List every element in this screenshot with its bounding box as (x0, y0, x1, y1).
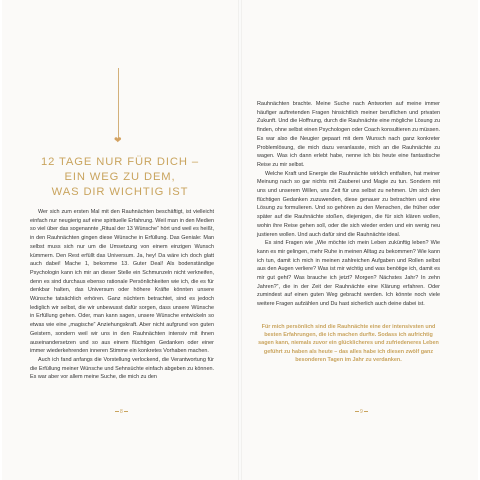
chapter-title-line-3: WAS DIR WICHTIG IST (51, 186, 189, 198)
chapter-title (22, 155, 218, 200)
left-body-text (30, 208, 214, 382)
right-paragraph-3: Es sind Fragen wie „Wie möchte ich mein Leben zukünftig leben? Wie kann es mir gelingen, mehr Ruhe in meinen Alltag zu bekommen? Wie kann ich tun, damit ich mich in meinen zahlreichen Aufgaben und Rollen selbst aus den Augen verliere? Was ist mir wichtig und was benötige ich, damit es mir gut geht? Was brauche ich jetzt? Morgen? Nächstes Jahr? In zehn Jahren?“, die in der Zeit der Rauhnächte eine Klärung erfahren. Oder zumindest auf einen guten Weg gebracht werden. Ich könnte noch viele weitere Fragen aufzählen und Du hast sicherlich auch deine dabei ist. (257, 240, 440, 308)
right-page (242, 0, 478, 480)
right-page-number (354, 409, 369, 415)
right-page-number-value: 9 (360, 409, 363, 415)
right-paragraph-2: Welche Kraft und Energie die Rauhnächte wirklich entfalten, hat meiner Meinung nach so gar nichts mit Zauberei und Magie zu tun. Sondern mit uns und unserem Willen, uns Zeit für uns selbst zu nehmen. Um sich den flüchtigen Gedanken zuzuwenden, diese genauer zu betrachten und eine Lösung zu formulieren. Und so gehören zu den Menschen, die früher oder später auf die Rauhnächte stoßen, diejenigen, die für sich klären wollen, wohin ihre Reise gehen soll, oder die sich wieder erden und ein wenig neu justieren wollen. Und auch dafür sind die Rauhnächte ideal. (257, 170, 440, 238)
right-body-text (257, 100, 440, 309)
left-page-number-value: 8 (120, 409, 123, 415)
left-page (2, 0, 238, 480)
pull-quote: Für mich persönlich sind die Rauhnächte eine der intensivsten und besten Erfahrungen, die ich machen durfte. Sodass ich aufrichtig sagen kann, niemals zuvor ein glücklicheres und zufriedeneres Leben geführt zu haben als heute – das alles habe ich diesen zwölf ganz besonderen Tagen im Jahr zu verdanken. (258, 324, 439, 363)
left-paragraph-2: Auch ich fand anfangs die Vorstellung verlockend, die Verantwortung für die Erfüllung meiner Wünsche und Sehnsüchte einfach abgeben zu können. Es war aber vor allem meine Suche, die mich zu den (30, 356, 214, 381)
left-page-number (114, 409, 129, 415)
ornament-line (118, 68, 119, 138)
heart-icon: ❤ (114, 136, 122, 146)
left-paragraph-1: Wer sich zum ersten Mal mit den Rauhnächten beschäftigt, ist vielleicht einfach nur neugierig auf eine spirituelle Erfahrung. Weil man in den Medien so viel über das sogenannte „Ritual der 13 Wünsche“ hört und weil es heißt, in den Rauhnächten gingen diese Wünsche in Erfüllung. Das Geniale: Man selbst muss sich nur um die Umsetzung von einem einzigen Wunsch kümmern. Den Rest erfüllt das Universum. Ja, hey! Da wäre ich doch glatt auch dabei! Mache 1, bekomme 13. Guter Deal! Als bodenständige Psychologin kann ich mir an dieser Stelle ein Schmunzeln nicht verkneifen, denn es sind durchaus ebenso rationale Persönlichkeiten wie ich, die es für denkbar halten, das Universum oder höhere Kräfte könnten unsere Wünsche tatsächlich erhören. Ganz nüchtern betrachtet, sind es jedoch lediglich wir selbst, die wir unbewusst dafür sorgen, dass unsere Wünsche in Erfüllung gehen. Oder, man kann sagen, unsere Wünsche entwickeln so etwas wie eine „magische“ Anziehungskraft. Aber nicht aufgrund von guten Geistern, sondern weil wir uns in den Rauhnächten intensiv mit ihnen auseinandersetzen und so aus einem flüchtigen Gedanken oder einer immer wiederkehrenden inneren Stimme ein konkretes Vorhaben machen. (30, 209, 214, 355)
right-paragraph-1: Rauhnächten brachte. Meine Suche nach Antworten auf meine immer häufiger auftretenden Fragen hinsichtlich meiner beruflichen und privaten Zukunft. Und die Hoffnung, durch die Rauhnächte eine mögliche Lösung zu finden, ohne selbst einen Psychologen oder Coach konsultieren zu müssen. Es war also die Neugier gepaart mit dem Wunsch nach ganz konkreter Problemlösung, die mich dazu veranlasste, mich an die Rauhnächte zu wagen. Was ich dann erlebt habe, nenne ich bis heute eine fantastische Reise zu mir selbst. (257, 101, 440, 168)
chapter-title-line-1: 12 TAGE NUR FÜR DICH – (40, 156, 199, 168)
chapter-title-line-2: EIN WEG ZU DEM, (64, 171, 176, 183)
